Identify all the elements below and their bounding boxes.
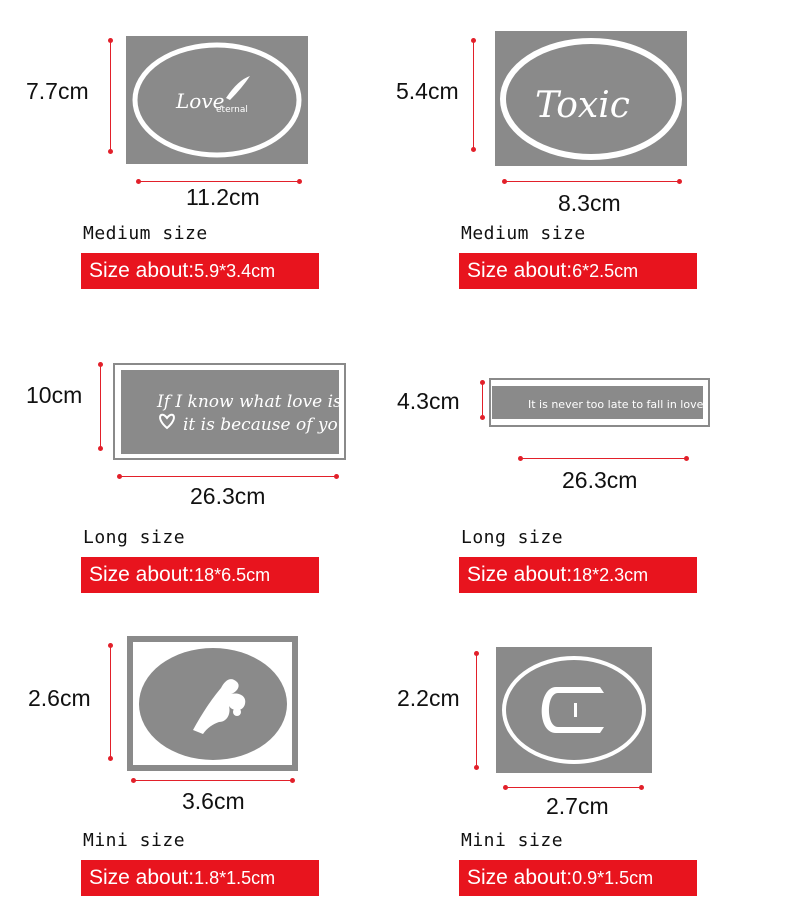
stencil-image-never-too-late bbox=[492, 386, 703, 419]
width-label: 8.3cm bbox=[558, 190, 621, 216]
width-measure-line bbox=[119, 476, 337, 477]
width-measure-line bbox=[505, 787, 642, 788]
stencil-image-letter bbox=[496, 647, 652, 773]
banner-label: Size about: bbox=[467, 259, 573, 282]
width-label: 11.2cm bbox=[186, 184, 260, 210]
measure-endpoint bbox=[684, 456, 689, 461]
width-label: 2.7cm bbox=[546, 793, 609, 819]
width-measure-line bbox=[133, 780, 293, 781]
measure-endpoint bbox=[474, 651, 479, 656]
measure-endpoint bbox=[136, 179, 141, 184]
banner-label: Size about: bbox=[467, 563, 573, 586]
height-label: 7.7cm bbox=[26, 78, 89, 104]
width-label: 3.6cm bbox=[182, 788, 245, 814]
size-category: Medium size bbox=[461, 223, 586, 244]
height-label: 4.3cm bbox=[397, 388, 460, 414]
height-label: 2.2cm bbox=[397, 685, 460, 711]
svg-text:It is never too late to fall i: It is never too late to fall in love bbox=[528, 398, 703, 411]
size-banner bbox=[459, 557, 697, 593]
measure-endpoint bbox=[98, 446, 103, 451]
size-category: Mini size bbox=[461, 830, 564, 851]
banner-value: 5.9*3.4cm bbox=[194, 260, 276, 281]
measure-endpoint bbox=[503, 785, 508, 790]
measure-endpoint bbox=[117, 474, 122, 479]
size-banner bbox=[81, 557, 319, 593]
measure-endpoint bbox=[108, 643, 113, 648]
stencil-image-toxic bbox=[495, 31, 687, 166]
measure-endpoint bbox=[290, 778, 295, 783]
measure-endpoint bbox=[108, 756, 113, 761]
height-label: 5.4cm bbox=[396, 78, 459, 104]
height-measure-line bbox=[482, 382, 483, 418]
height-label: 2.6cm bbox=[28, 685, 91, 711]
banner-value: 0.9*1.5cm bbox=[572, 867, 654, 888]
banner-value: 18*6.5cm bbox=[194, 564, 271, 585]
size-banner bbox=[459, 253, 697, 289]
measure-endpoint bbox=[334, 474, 339, 479]
size-category: Long size bbox=[461, 527, 564, 548]
width-label: 26.3cm bbox=[190, 483, 266, 509]
banner-label: Size about: bbox=[89, 866, 195, 889]
banner-value: 6*2.5cm bbox=[572, 260, 639, 281]
size-category: Long size bbox=[83, 527, 186, 548]
svg-text:If I know what love is: If I know what love is bbox=[157, 392, 339, 412]
measure-endpoint bbox=[518, 456, 523, 461]
measure-endpoint bbox=[297, 179, 302, 184]
svg-text:eternal: eternal bbox=[216, 105, 248, 115]
measure-endpoint bbox=[677, 179, 682, 184]
size-category: Mini size bbox=[83, 830, 186, 851]
measure-endpoint bbox=[108, 38, 113, 43]
stencil-image-love bbox=[126, 36, 308, 164]
measure-endpoint bbox=[480, 380, 485, 385]
width-measure-line bbox=[504, 181, 680, 182]
size-banner bbox=[81, 253, 319, 289]
width-measure-line bbox=[520, 458, 687, 459]
svg-text:it is because of you: it is because of you bbox=[183, 415, 339, 435]
height-measure-line bbox=[110, 40, 111, 152]
stencil-image-love-quote bbox=[121, 370, 339, 454]
size-category: Medium size bbox=[83, 223, 208, 244]
measure-endpoint bbox=[502, 179, 507, 184]
width-label: 26.3cm bbox=[562, 467, 638, 493]
height-measure-line bbox=[110, 645, 111, 759]
measure-endpoint bbox=[639, 785, 644, 790]
height-measure-line bbox=[473, 40, 474, 150]
measure-endpoint bbox=[98, 362, 103, 367]
height-label: 10cm bbox=[26, 382, 83, 408]
banner-label: Size about: bbox=[467, 866, 573, 889]
height-measure-line bbox=[476, 653, 477, 768]
measure-endpoint bbox=[131, 778, 136, 783]
banner-label: Size about: bbox=[89, 563, 195, 586]
measure-endpoint bbox=[480, 415, 485, 420]
banner-label: Size about: bbox=[89, 259, 195, 282]
size-banner bbox=[81, 860, 319, 896]
svg-text:Love: Love bbox=[176, 89, 225, 113]
measure-endpoint bbox=[108, 149, 113, 154]
stencil-image-bunny bbox=[127, 636, 298, 771]
measure-endpoint bbox=[474, 765, 479, 770]
banner-value: 18*2.3cm bbox=[572, 564, 649, 585]
banner-value: 1.8*1.5cm bbox=[194, 867, 276, 888]
size-banner bbox=[459, 860, 697, 896]
measure-endpoint bbox=[471, 38, 476, 43]
svg-text:Toxic: Toxic bbox=[535, 85, 630, 126]
measure-endpoint bbox=[471, 147, 476, 152]
width-measure-line bbox=[138, 181, 300, 182]
height-measure-line bbox=[100, 364, 101, 449]
